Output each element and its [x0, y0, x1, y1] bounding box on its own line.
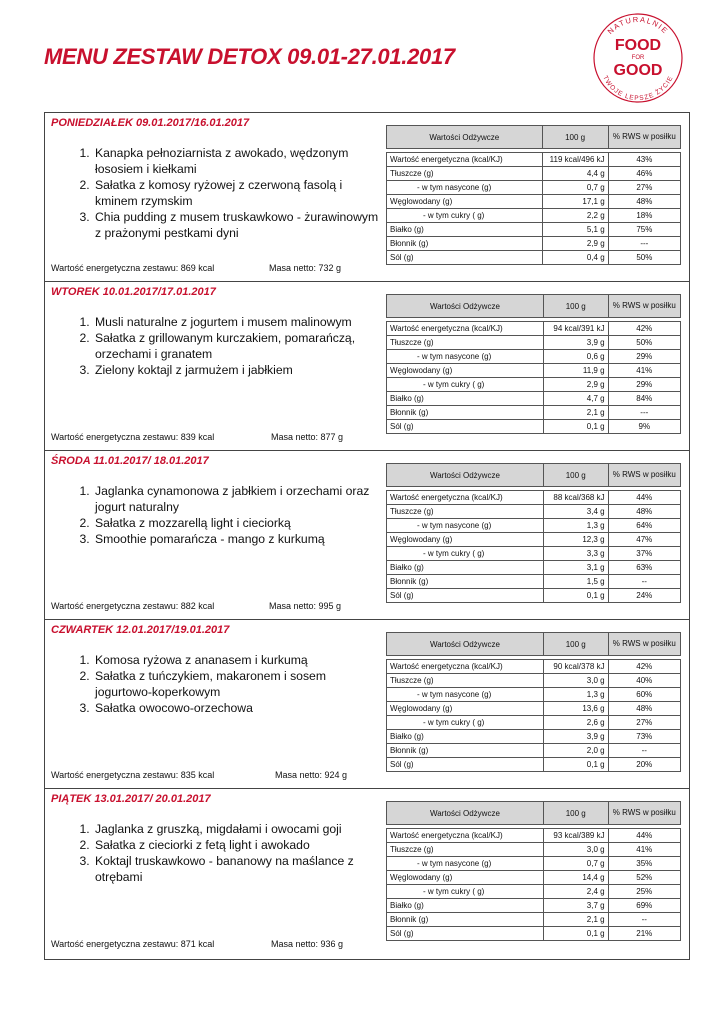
- nutrient-value: 119 kcal/496 kJ: [542, 153, 608, 167]
- nutrient-label: Węglowodany (g): [387, 364, 544, 378]
- nutrient-label: Wartość energetyczna (kcal/KJ): [387, 491, 544, 505]
- nutrient-value: 17,1 g: [542, 195, 608, 209]
- nutrient-rws: 20%: [608, 758, 680, 772]
- nutrition-header-rws: % RWS w posiłku: [608, 633, 680, 656]
- nutrient-label: Sól (g): [387, 420, 544, 434]
- nutrition-row: [387, 392, 681, 406]
- nutrition-row: [387, 927, 681, 941]
- nutrition-header-per: 100 g: [542, 126, 608, 149]
- nutrient-label: Tłuszcze (g): [387, 336, 544, 350]
- logo-food-text: FOOD: [614, 37, 662, 54]
- meal-item: 1. Jaglanka cynamonowa z jabłkiem i orzechami oraz jogurt naturalny: [93, 483, 383, 515]
- nutrient-label: Błonnik (g): [387, 744, 544, 758]
- nutrition-row: [387, 885, 681, 899]
- nutrition-header-per: 100 g: [543, 802, 608, 825]
- nutrition-row: [387, 688, 681, 702]
- nutrient-label: Sól (g): [387, 589, 544, 603]
- meal-item: 3. Chia pudding z musem truskawkowo - żurawinowym z prażonymi pestkami dyni: [93, 209, 383, 241]
- nutrient-rws: 41%: [608, 843, 680, 857]
- nutrition-row: [387, 871, 681, 885]
- nutrient-value: 1,5 g: [543, 575, 608, 589]
- nutrient-value: 0,6 g: [543, 350, 608, 364]
- nutrient-value: 88 kcal/368 kJ: [543, 491, 608, 505]
- meal-list: [69, 145, 383, 241]
- nutrition-header-rws: % RWS w posiłku: [608, 295, 680, 318]
- nutrient-label: Sól (g): [387, 758, 544, 772]
- set-energy: Wartość energetyczna zestawu: 839 kcal: [51, 432, 215, 442]
- nutrition-row: [387, 505, 681, 519]
- nutrient-value: 93 kcal/389 kJ: [543, 829, 608, 843]
- nutrient-rws: 42%: [608, 322, 680, 336]
- nutrient-rws: 52%: [608, 871, 680, 885]
- nutrient-value: 3,9 g: [543, 730, 608, 744]
- nutrition-row: [387, 181, 681, 195]
- menu-frame: [44, 112, 690, 960]
- nutrient-value: 13,6 g: [543, 702, 608, 716]
- day-section: [45, 789, 689, 958]
- nutrition-row: [387, 364, 681, 378]
- nutrient-rws: ---: [608, 406, 680, 420]
- nutrient-label: Błonnik (g): [387, 913, 544, 927]
- nutrient-label: Tłuszcze (g): [387, 674, 544, 688]
- nutrition-header-rws: % RWS w posiłku: [608, 464, 680, 487]
- nutrient-rws: 46%: [608, 167, 680, 181]
- nutrient-label: - w tym cukry ( g): [387, 378, 544, 392]
- set-energy: Wartość energetyczna zestawu: 835 kcal: [51, 770, 215, 780]
- nutrient-value: 0,1 g: [543, 927, 608, 941]
- meal-list: [69, 314, 383, 378]
- nutrition-row: [387, 336, 681, 350]
- net-mass: Masa netto: 936 g: [271, 939, 344, 949]
- nutrient-label: - w tym nasycone (g): [387, 519, 544, 533]
- nutrient-label: Tłuszcze (g): [387, 505, 544, 519]
- day-heading: CZWARTEK 12.01.2017/19.01.2017: [51, 624, 230, 636]
- nutrient-label: Wartość energetyczna (kcal/KJ): [387, 322, 544, 336]
- nutrient-label: Wartość energetyczna (kcal/KJ): [387, 829, 544, 843]
- nutrient-value: 3,7 g: [543, 899, 608, 913]
- nutrient-rws: --: [608, 744, 680, 758]
- nutrient-value: 3,3 g: [543, 547, 608, 561]
- nutrient-label: - w tym cukry ( g): [387, 209, 543, 223]
- nutrition-row: [387, 209, 681, 223]
- nutrition-header-name: Wartości Odżywcze: [387, 295, 544, 318]
- day-section: [45, 451, 689, 620]
- nutrient-rws: 44%: [608, 829, 680, 843]
- day-heading: PIĄTEK 13.01.2017/ 20.01.2017: [51, 793, 211, 805]
- nutrition-table: [386, 632, 681, 772]
- nutrition-row: [387, 730, 681, 744]
- day-section: [45, 620, 689, 789]
- meal-item: 2. Sałatka z grillowanym kurczakiem, pomarańczą, orzechami i granatem: [93, 330, 383, 362]
- nutrient-label: Węglowodany (g): [387, 533, 544, 547]
- nutrient-rws: 48%: [608, 702, 680, 716]
- nutrition-row: [387, 843, 681, 857]
- nutrition-row: [387, 491, 681, 505]
- meal-item: 1. Kanapka pełnoziarnista z awokado, wędzonym łososiem i kiełkami: [93, 145, 383, 177]
- nutrient-rws: --: [608, 575, 680, 589]
- nutrient-rws: 84%: [608, 392, 680, 406]
- logo-top-text: NATURALNIE: [605, 14, 671, 36]
- nutrition-row: [387, 899, 681, 913]
- meal-item: 3. Koktajl truskawkowo - bananowy na maślance z otrębami: [93, 853, 383, 885]
- nutrition-header-name: Wartości Odżywcze: [387, 126, 543, 149]
- nutrient-rws: 63%: [608, 561, 680, 575]
- nutrient-rws: 42%: [608, 660, 680, 674]
- nutrient-label: Wartość energetyczna (kcal/KJ): [387, 660, 544, 674]
- nutrient-rws: 27%: [608, 181, 680, 195]
- nutrient-value: 0,1 g: [543, 589, 608, 603]
- nutrient-value: 0,1 g: [543, 758, 608, 772]
- nutrition-row: [387, 589, 681, 603]
- nutrient-value: 3,1 g: [543, 561, 608, 575]
- net-mass: Masa netto: 877 g: [271, 432, 344, 442]
- nutrient-rws: 24%: [608, 589, 680, 603]
- nutrition-row: [387, 674, 681, 688]
- nutrient-value: 5,1 g: [542, 223, 608, 237]
- day-section: [45, 113, 689, 282]
- nutrient-value: 2,6 g: [543, 716, 608, 730]
- nutrient-rws: 50%: [608, 251, 680, 265]
- nutrient-value: 2,9 g: [542, 237, 608, 251]
- nutrient-value: 0,4 g: [542, 251, 608, 265]
- nutrient-label: Węglowodany (g): [387, 702, 544, 716]
- set-energy: Wartość energetyczna zestawu: 871 kcal: [51, 939, 215, 949]
- day-heading: WTOREK 10.01.2017/17.01.2017: [51, 286, 216, 298]
- nutrition-header-per: 100 g: [543, 464, 608, 487]
- nutrient-value: 2,4 g: [543, 885, 608, 899]
- set-energy: Wartość energetyczna zestawu: 882 kcal: [51, 601, 215, 611]
- nutrient-label: - w tym cukry ( g): [387, 547, 544, 561]
- nutrient-label: - w tym cukry ( g): [387, 885, 544, 899]
- nutrition-row: [387, 857, 681, 871]
- nutrient-rws: 44%: [608, 491, 680, 505]
- nutrient-value: 90 kcal/378 kJ: [543, 660, 608, 674]
- nutrient-label: Białko (g): [387, 223, 543, 237]
- nutrient-rws: 60%: [608, 688, 680, 702]
- meal-item: 3. Smoothie pomarańcza - mango z kurkumą: [93, 531, 383, 547]
- food-for-good-logo: [590, 10, 686, 106]
- nutrient-label: Wartość energetyczna (kcal/KJ): [387, 153, 543, 167]
- nutrient-value: 11,9 g: [543, 364, 608, 378]
- nutrition-table: [386, 294, 681, 434]
- meal-item: 2. Sałatka z cieciorki z fetą light i awokado: [93, 837, 383, 853]
- nutrient-value: 4,4 g: [542, 167, 608, 181]
- nutrition-header-name: Wartości Odżywcze: [387, 464, 544, 487]
- nutrient-label: Węglowodany (g): [387, 871, 544, 885]
- nutrient-label: Błonnik (g): [387, 406, 544, 420]
- nutrition-row: [387, 350, 681, 364]
- nutrition-row: [387, 378, 681, 392]
- nutrition-header-rws: % RWS w posiłku: [608, 126, 680, 149]
- nutrition-row: [387, 575, 681, 589]
- nutrition-row: [387, 913, 681, 927]
- net-mass: Masa netto: 995 g: [269, 601, 342, 611]
- nutrient-rws: 25%: [608, 885, 680, 899]
- nutrient-rws: 73%: [608, 730, 680, 744]
- logo-for-text: FOR: [631, 55, 645, 61]
- nutrient-value: 3,9 g: [543, 336, 608, 350]
- nutrition-header-rws: % RWS w posiłku: [608, 802, 680, 825]
- nutrition-row: [387, 744, 681, 758]
- nutrient-value: 3,4 g: [543, 505, 608, 519]
- nutrition-row: [387, 533, 681, 547]
- nutrient-rws: 29%: [608, 350, 680, 364]
- nutrient-rws: 35%: [608, 857, 680, 871]
- page-title: MENU ZESTAW DETOX 09.01-27.01.2017: [44, 44, 455, 69]
- nutrient-value: 0,7 g: [542, 181, 608, 195]
- nutrient-label: Sól (g): [387, 927, 544, 941]
- nutrient-rws: 37%: [608, 547, 680, 561]
- nutrient-value: 4,7 g: [543, 392, 608, 406]
- nutrition-table: [386, 463, 681, 603]
- nutrient-label: Białko (g): [387, 561, 544, 575]
- nutrient-label: Białko (g): [387, 899, 544, 913]
- logo-good-text: GOOD: [613, 62, 663, 79]
- nutrition-table: [386, 125, 681, 265]
- nutrition-row: [387, 758, 681, 772]
- nutrient-rws: 43%: [608, 153, 680, 167]
- nutrient-rws: 64%: [608, 519, 680, 533]
- nutrient-rws: 48%: [608, 505, 680, 519]
- nutrient-rws: 41%: [608, 364, 680, 378]
- nutrient-value: 2,1 g: [543, 406, 608, 420]
- meal-list: [69, 483, 383, 547]
- nutrient-rws: 29%: [608, 378, 680, 392]
- meal-item: 3. Sałatka owocowo-orzechowa: [93, 700, 383, 716]
- nutrient-rws: 9%: [608, 420, 680, 434]
- nutrition-row: [387, 237, 681, 251]
- set-energy: Wartość energetyczna zestawu: 869 kcal: [51, 263, 215, 273]
- nutrition-row: [387, 420, 681, 434]
- nutrition-row: [387, 223, 681, 237]
- meal-item: 1. Komosa ryżowa z ananasem i kurkumą: [93, 652, 383, 668]
- nutrition-row: [387, 195, 681, 209]
- day-section: [45, 282, 689, 451]
- nutrition-row: [387, 702, 681, 716]
- nutrient-label: - w tym cukry ( g): [387, 716, 544, 730]
- nutrition-row: [387, 153, 681, 167]
- nutrient-label: - w tym nasycone (g): [387, 688, 544, 702]
- nutrient-value: 12,3 g: [543, 533, 608, 547]
- meal-list: [69, 821, 383, 885]
- nutrition-header-per: 100 g: [543, 295, 608, 318]
- logo-bottom-text: TWOJE LEPSZE ŻYCIE: [601, 74, 675, 103]
- nutrient-rws: 47%: [608, 533, 680, 547]
- nutrient-label: Tłuszcze (g): [387, 843, 544, 857]
- nutrition-header-name: Wartości Odżywcze: [387, 802, 544, 825]
- meal-item: 1. Jaglanka z gruszką, migdałami i owocami goji: [93, 821, 383, 837]
- nutrition-row: [387, 547, 681, 561]
- nutrient-label: Sól (g): [387, 251, 543, 265]
- meal-item: 2. Sałatka z mozzarellą light i cieciorką: [93, 515, 383, 531]
- nutrient-value: 2,2 g: [542, 209, 608, 223]
- nutrient-value: 2,1 g: [543, 913, 608, 927]
- nutrient-value: 1,3 g: [543, 688, 608, 702]
- nutrition-row: [387, 716, 681, 730]
- nutrition-row: [387, 829, 681, 843]
- nutrition-header-name: Wartości Odżywcze: [387, 633, 544, 656]
- net-mass: Masa netto: 732 g: [269, 263, 342, 273]
- nutrient-label: Białko (g): [387, 392, 544, 406]
- nutrition-row: [387, 406, 681, 420]
- nutrient-value: 2,9 g: [543, 378, 608, 392]
- nutrition-row: [387, 251, 681, 265]
- nutrient-rws: 48%: [608, 195, 680, 209]
- meal-list: [69, 652, 383, 716]
- nutrition-header-per: 100 g: [543, 633, 608, 656]
- meal-item: 3. Zielony koktajl z jarmużem i jabłkiem: [93, 362, 383, 378]
- meal-item: 1. Musli naturalne z jogurtem i musem malinowym: [93, 314, 383, 330]
- meal-item: 2. Sałatka z tuńczykiem, makaronem i sosem jogurtowo-koperkowym: [93, 668, 383, 700]
- nutrient-rws: 27%: [608, 716, 680, 730]
- nutrient-label: Białko (g): [387, 730, 544, 744]
- nutrition-row: [387, 167, 681, 181]
- nutrient-rws: 18%: [608, 209, 680, 223]
- nutrient-label: Błonnik (g): [387, 575, 544, 589]
- nutrition-row: [387, 519, 681, 533]
- nutrient-rws: 69%: [608, 899, 680, 913]
- nutrient-label: - w tym nasycone (g): [387, 181, 543, 195]
- nutrition-row: [387, 561, 681, 575]
- meal-item: 2. Sałatka z komosy ryżowej z czerwoną fasolą i kminem rzymskim: [93, 177, 383, 209]
- nutrient-rws: 40%: [608, 674, 680, 688]
- nutrient-value: 0,1 g: [543, 420, 608, 434]
- nutrition-row: [387, 322, 681, 336]
- nutrient-label: - w tym nasycone (g): [387, 857, 544, 871]
- nutrient-rws: 21%: [608, 927, 680, 941]
- nutrition-table: [386, 801, 681, 941]
- nutrient-value: 3,0 g: [543, 674, 608, 688]
- day-heading: PONIEDZIAŁEK 09.01.2017/16.01.2017: [51, 117, 250, 129]
- nutrient-rws: 75%: [608, 223, 680, 237]
- day-heading: ŚRODA 11.01.2017/ 18.01.2017: [51, 455, 209, 467]
- nutrient-value: 3,0 g: [543, 843, 608, 857]
- nutrient-value: 1,3 g: [543, 519, 608, 533]
- nutrient-value: 2,0 g: [543, 744, 608, 758]
- nutrient-rws: 50%: [608, 336, 680, 350]
- nutrient-value: 94 kcal/391 kJ: [543, 322, 608, 336]
- nutrient-rws: --: [608, 913, 680, 927]
- net-mass: Masa netto: 924 g: [275, 770, 348, 780]
- nutrient-label: Węglowodany (g): [387, 195, 543, 209]
- nutrient-rws: ---: [608, 237, 680, 251]
- svg-text:NATURALNIE: [606, 15, 671, 36]
- nutrient-value: 0,7 g: [543, 857, 608, 871]
- nutrition-row: [387, 660, 681, 674]
- nutrient-label: Tłuszcze (g): [387, 167, 543, 181]
- nutrient-label: - w tym nasycone (g): [387, 350, 544, 364]
- nutrient-value: 14,4 g: [543, 871, 608, 885]
- nutrient-label: Błonnik (g): [387, 237, 543, 251]
